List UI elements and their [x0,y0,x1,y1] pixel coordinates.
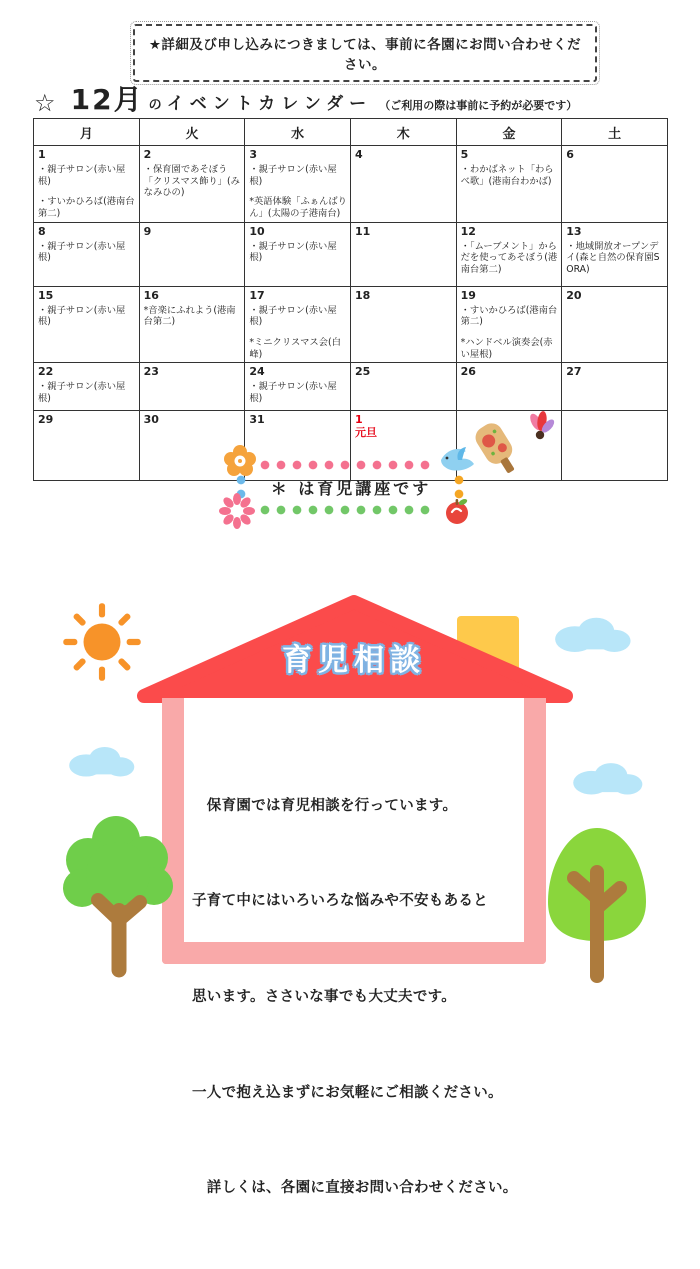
hagoita-shuttlecock-icon [470,413,556,475]
calendar-cell-dec29: 29 [34,411,140,481]
consultation-line: 子育て中にはいろいろな悩みや不安もあると [192,893,488,910]
calendar-title [34,78,674,118]
calendar-cell-dec20: 20 [562,286,668,363]
event: *英語体験「ふぁんばりん」(太陽の子港南台) [249,196,347,220]
event: ・すいかひろば(港南台第二) [38,196,135,220]
notice-box [133,24,597,82]
calendar-cell-empty [562,411,668,481]
event: *ミニクリスマス会(白峰) [249,337,341,360]
event: ・親子サロン(赤い屋根) [249,164,337,187]
legend-banner [226,452,476,522]
event: ・親子サロン(赤い屋根) [38,164,126,187]
calendar-week-1 [34,146,668,223]
consultation-scene [0,575,700,1197]
cloud-icon [566,756,648,800]
calendar-cell-dec30: 30 [139,411,245,481]
weekday-tuesday: 火 [139,119,245,146]
title-note: （ご利用の際は事前に予約が必要です） [379,99,578,112]
calendar-cell-dec27: 27 [562,363,668,411]
holiday-label: 元旦 [354,426,377,440]
weekday-saturday: 土 [562,119,668,146]
cloud-icon [64,740,138,782]
calendar-week-4 [34,363,668,411]
notice-text: ★詳細及び申し込みにつきましては、事前に各園にお問い合わせください。 [148,37,582,73]
weekday-friday: 金 [456,119,562,146]
event: *ハンドベル演奏会(赤い屋根) [460,337,553,360]
calendar-cell-dec16: 16 *音楽にふれよう(港南台第二) [139,286,245,363]
title-month: 12月 [70,83,144,116]
calendar-cell-dec18: 18 [350,286,456,363]
consultation-title: 育児相談 [282,643,426,678]
calendar-cell-dec15: 15 ・親子サロン(赤い屋根) [34,286,140,363]
calendar-cell-dec17: 17 ・親子サロン(赤い屋根) *ミニクリスマス会(白峰) [245,286,351,363]
weekday-thursday: 木 [350,119,456,146]
consultation-text [192,727,522,1269]
calendar-cell-dec13: 13 ・地域開放オープンデイ(森と自然の保育園SORA) [562,222,668,286]
tree-icon [540,820,654,982]
calendar-cell-dec12: 12 ・「ムーブメント」からだを使ってあそぼう(港南台第二) [456,222,562,286]
event: ・親子サロン(赤い屋根) [38,381,126,405]
event: ・親子サロン(赤い屋根) [38,240,126,264]
consultation-line: 詳しくは、各園に直接お問い合わせください。 [192,1180,518,1197]
legend-text: ＊ は育児講座です [270,478,432,498]
calendar-cell-dec23: 23 [139,363,245,411]
calendar-cell-dec19: 19 ・すいかひろば(港南台第二) *ハンドベル演奏会(赤い屋根) [456,286,562,363]
event: ・親子サロン(赤い屋根) [38,304,126,328]
event: ・親子サロン(赤い屋根) [249,304,337,328]
event-calendar [33,118,668,481]
weekday-header-row [34,119,668,146]
calendar-cell-jan1-holiday: 1 元旦 [350,411,456,481]
event: *音楽にふれよう(港南台第二) [143,304,236,328]
consultation-line: 思います。ささいな事でも大丈夫です。 [192,989,457,1006]
calendar-cell-dec11: 11 [350,222,456,286]
event: ・「ムーブメント」からだを使ってあそぼう(港南台第二) [460,240,558,276]
event: ・親子サロン(赤い屋根) [249,381,337,405]
calendar-cell-dec10: 10 ・親子サロン(赤い屋根) [245,222,351,286]
title-text: イベントカレンダー [166,94,373,114]
calendar-cell-dec31: 31 [245,411,351,481]
title-particle: の [148,98,162,113]
event: ・親子サロン(赤い屋根) [249,240,337,264]
weekday-monday: 月 [34,119,140,146]
consultation-line: 一人で抱え込まずにお気軽にご相談ください。 [192,1084,503,1101]
calendar-cell-dec3: 3 ・親子サロン(赤い屋根) *英語体験「ふぁんばりん」(太陽の子港南台) [245,146,351,223]
calendar-cell-dec5: 5 ・わかばネット「わらべ歌」(港南台わかば) [456,146,562,223]
tree-icon [58,812,180,982]
calendar-cell-dec8: 8 ・親子サロン(赤い屋根) [34,222,140,286]
event: ・保育園であそぼう「クリスマス飾り」(みなみひの) [143,164,240,199]
calendar-cell-dec1: 1 ・親子サロン(赤い屋根) ・すいかひろば(港南台第二) [34,146,140,223]
event: ・わかばネット「わらべ歌」(港南台わかば) [460,164,554,187]
calendar-cell-dec4: 4 [350,146,456,223]
calendar-cell-dec22: 22 ・親子サロン(赤い屋根) [34,363,140,411]
calendar-cell-dec26: 26 [456,363,562,411]
calendar-week-3 [34,286,668,363]
calendar-cell-dec9: 9 [139,222,245,286]
calendar-cell-dec24: 24 ・親子サロン(赤い屋根) [245,363,351,411]
calendar-cell-dec25: 25 [350,363,456,411]
weekday-wednesday: 水 [245,119,351,146]
event: ・すいかひろば(港南台第二) [460,304,558,328]
consultation-line: 保育園では育児相談を行っています。 [192,797,458,814]
calendar-cell-dec6: 6 [562,146,668,223]
star-icon: ☆ [34,89,56,117]
calendar-cell-dec2: 2 ・保育園であそぼう「クリスマス飾り」(みなみひの) [139,146,245,223]
calendar-week-2 [34,222,668,286]
event: ・地域開放オープンデイ(森と自然の保育園SORA) [566,240,660,276]
